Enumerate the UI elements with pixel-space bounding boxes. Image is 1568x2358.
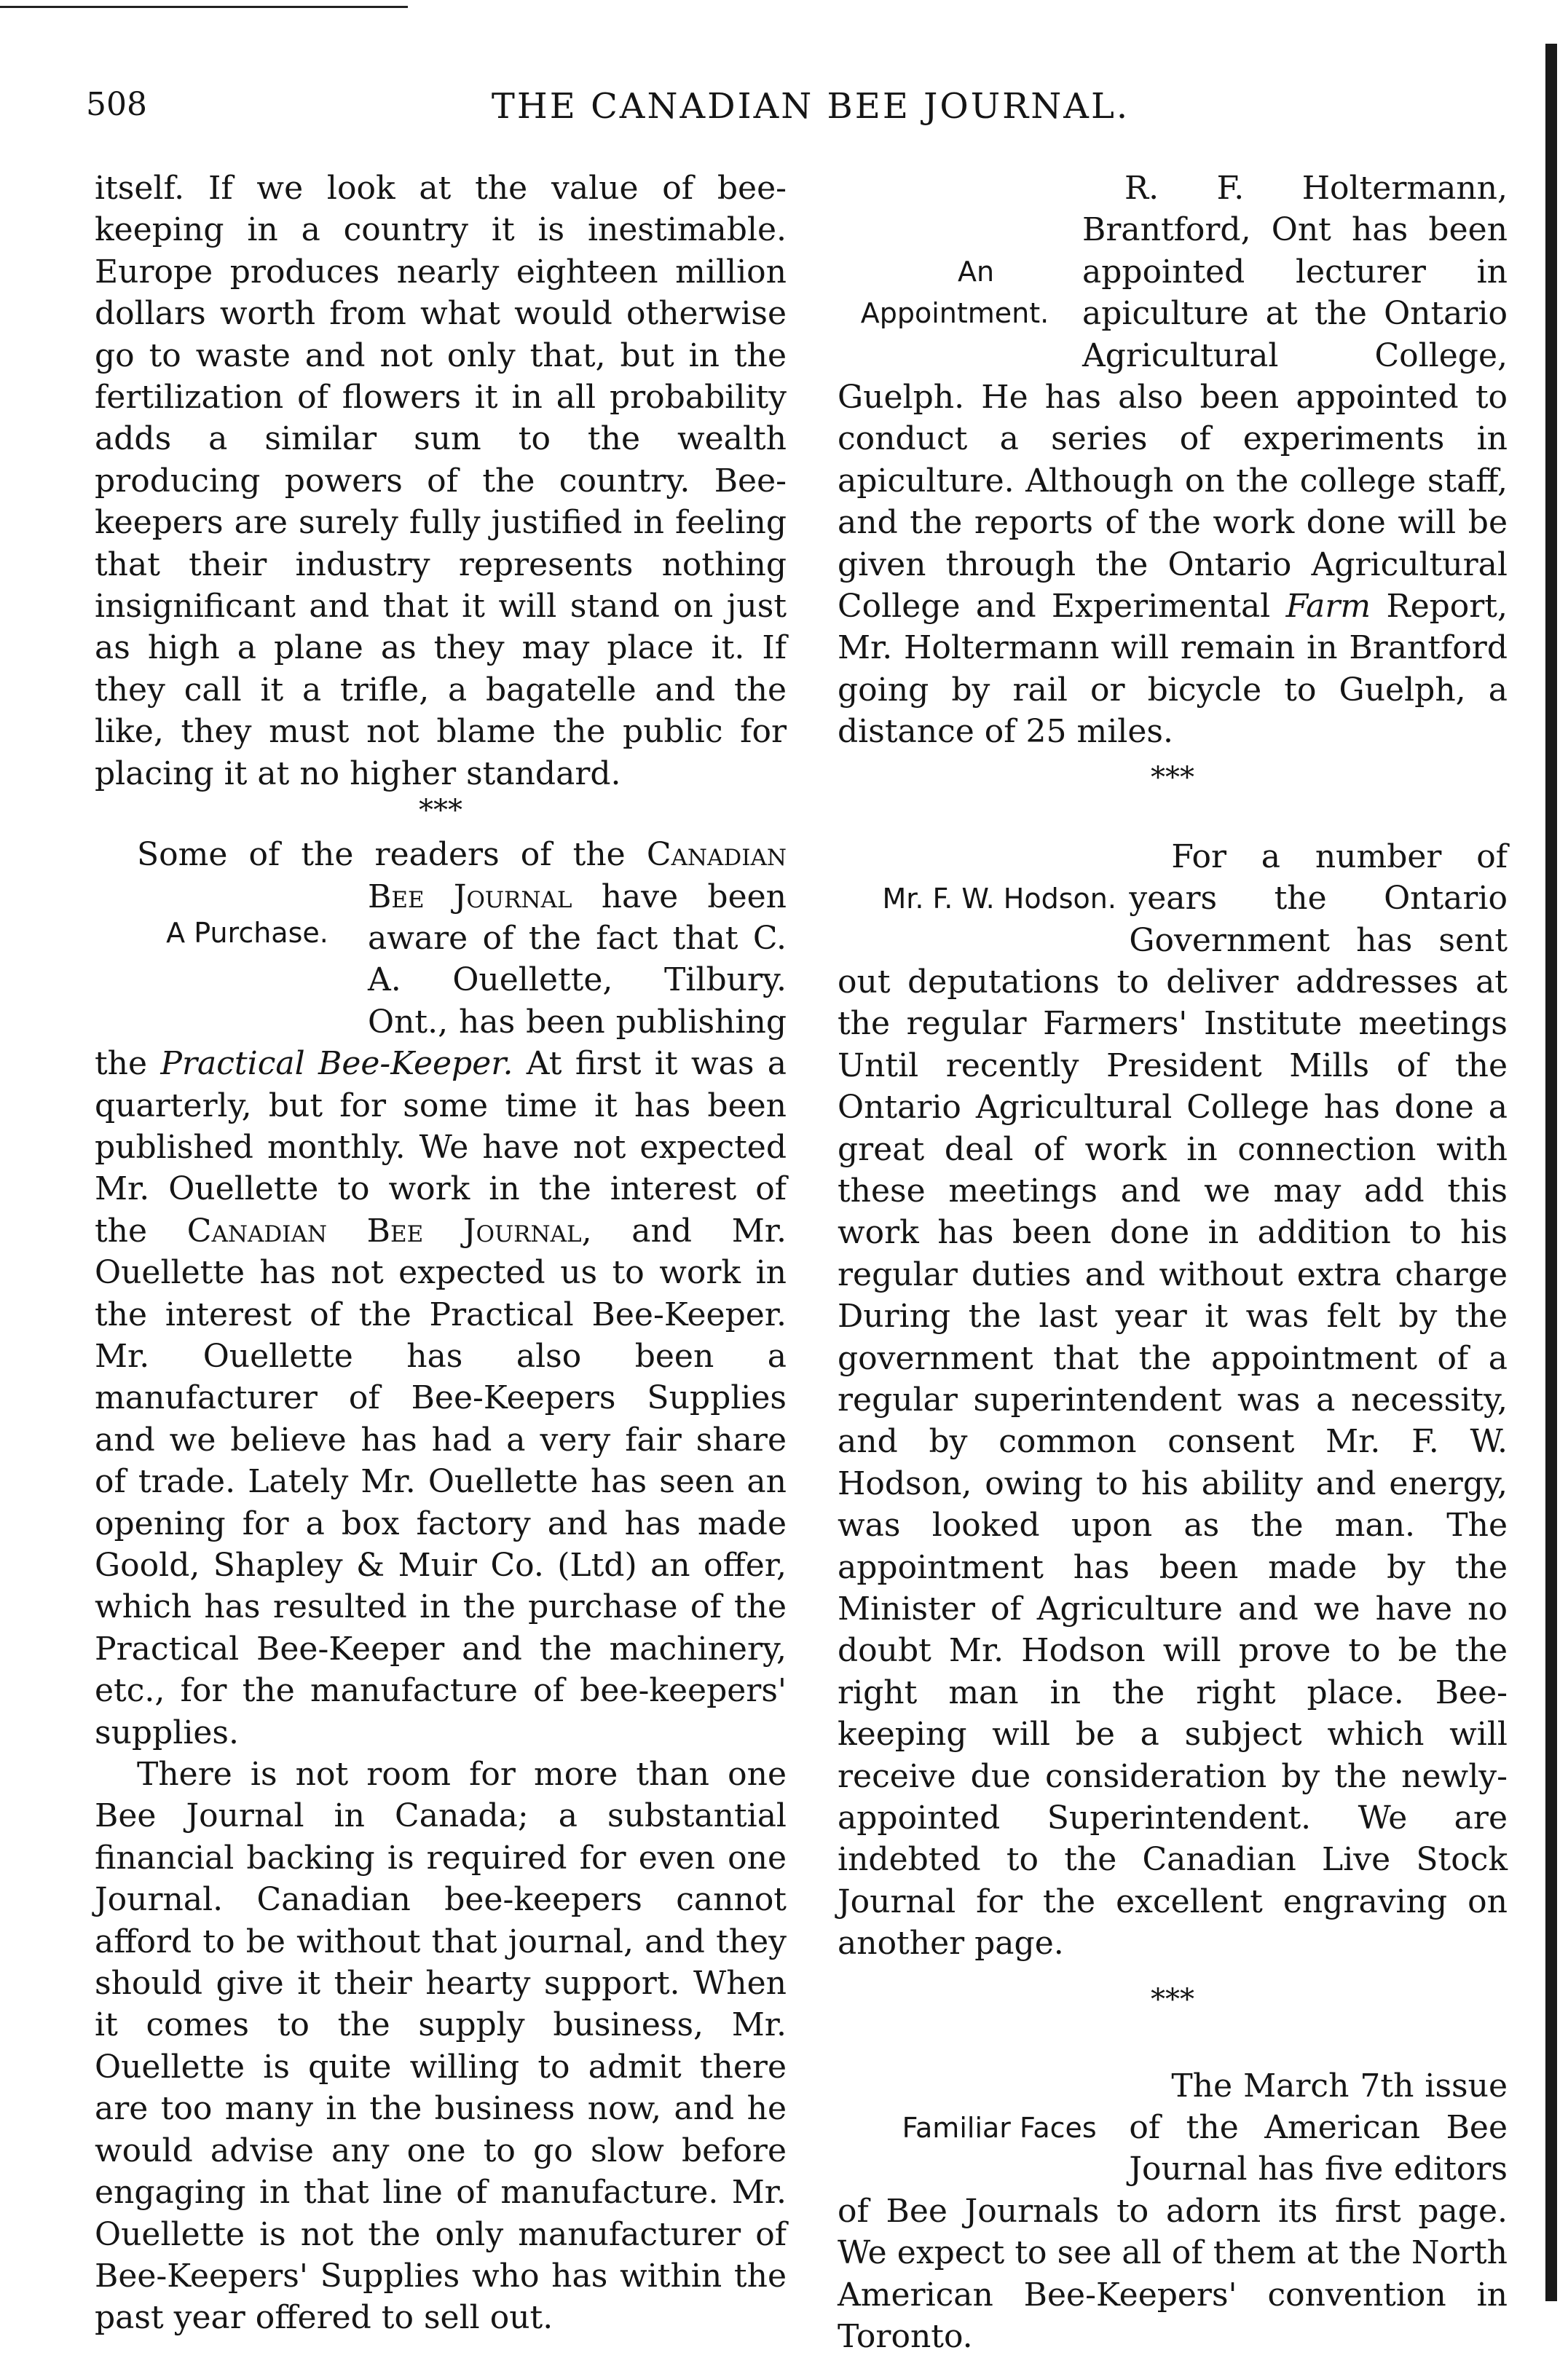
paragraph-hodson: Mr. F. W. Hodson. For a number of years the Ontario Government has sent out deputations to deliver addresses at the regular Farmers' Institute meetings Until recently President Mills of the Ontario Agricultural College has done a great deal of work in connection with these meetings and we may add this work has been done in addition to his regular duties and without extra charge During the last year it was felt by the government that the appointment of a regular superintendent was a necessity, and by common consent Mr. F. W. Hodson, owing to his ability and energy, was looked upon as the man. The appointment has been made by the Minister of Agriculture and we have no doubt Mr. Hodson will prove to be the right man in the right place. Bee-keeping will be a subject which will receive due consideration by the newly-appointed Superintendent. We are indebted to the Canadian Live Stock Journal for the excellent engraving on another page. [838,836,1508,1965]
publication-title: Practical Bee-Keeper. [160,1045,513,1083]
section-divider-stars: *** [1151,760,1194,794]
sidehead-familiar-faces: Familiar Faces [902,2111,1097,2144]
sidehead-mr-f-w-hodson: Mr. F. W. Hodson. [882,882,1116,915]
top-rule [0,6,408,8]
section-divider-stars: *** [1151,1982,1194,2016]
paragraph-purchase: Some of the readers of the Canadian Bee Journal A Purchase. have been aware of the fact that C. A. Ouellette, Tilbury. Ont., has been publishing the Practical Bee-Keeper. At first it was a quarterly, but for some time it has been published monthly. We have not expected Mr. Ouellette to work in the interest of the Canadian Bee Journal, and Mr. Ouellette has not expected us to work in the interest of the Practical Bee-Keeper. Mr. Ouellette has also been a manufacturer of Bee-Keepers Supplies and we believe has had a very fair share of trade. Lately Mr. Ouellette has seen an opening for a box factory and has made Goold, Shapley & Muir Co. (Ltd) an offer, which has resulted in the purchase of the Practical Bee-Keeper and the machinery, etc., for the manufacture of bee-keepers' supplies. [95,836,787,1751]
right-column [838,167,1508,2358]
left-column [95,167,787,2339]
page-number: 508 [86,86,147,123]
journal-name: Canadian Bee Journal, [186,1212,592,1250]
paragraph-one-journal: There is not room for more than one Bee Journal in Canada; a substantial financial backing is required for even one Journal. Canadian bee-keepers cannot afford to be without that journal, and they should give it their hearty support. When it comes to the supply business, Mr. Ouellette is quite willing to admit there are too many in the business now, and he would advise any one to go slow before engaging in that line of manufacture. Mr. Ouellette is not the only manufacturer of Bee-Keepers' Supplies who has within the past year offered to sell out. [95,1756,787,2337]
journal-title: THE CANADIAN BEE JOURNAL. [491,86,1130,127]
journal-name: Canadian Bee Journal [368,836,787,915]
paragraph-bee-value: itself. If we look at the value of bee-keeping in a country it is inestimable. Europe produces nearly eighteen million dollars worth from what would otherwise go to waste and not only that, but in the fertilization of flowers it in all probability adds a similar sum to the wealth producing powers of the country. Bee-keepers are surely fully justified in feeling that their industry represents nothing insignificant and that it will stand on just as high a plane as they may place it. If they call it a trifle, a bagatelle and the like, they must not blame the public for placing it at no higher standard. [95,170,787,792]
paragraph-familiar-faces: Familiar Faces The March 7th issue of the American Bee Journal has five editors of Bee Journals to adorn its first page. We expect to see all of them at the North American Bee-Keepers' convention in Toronto. [838,2065,1508,2358]
sidehead-a-purchase: A Purchase. [166,916,328,949]
page-header [86,86,1535,151]
sidehead-an-appointment: An Appointment. [860,256,1049,330]
paragraph-appointment: An Appointment. R. F. Holtermann, Brantford, Ont has been appointed lecturer in apiculture at the Ontario Agricultural College, Guelph. He has also been appointed to conduct a series of experiments in apiculture. Although on the college staff, and the reports of the work done will be given through the Ontario Agricultural College and Experimental Farm Report, Mr. Holtermann will remain in Brantford going by rail or bicycle to Guelph, a distance of 25 miles. [838,167,1508,753]
scan-edge-shadow [1545,44,1557,2301]
section-divider-stars: *** [419,794,462,828]
